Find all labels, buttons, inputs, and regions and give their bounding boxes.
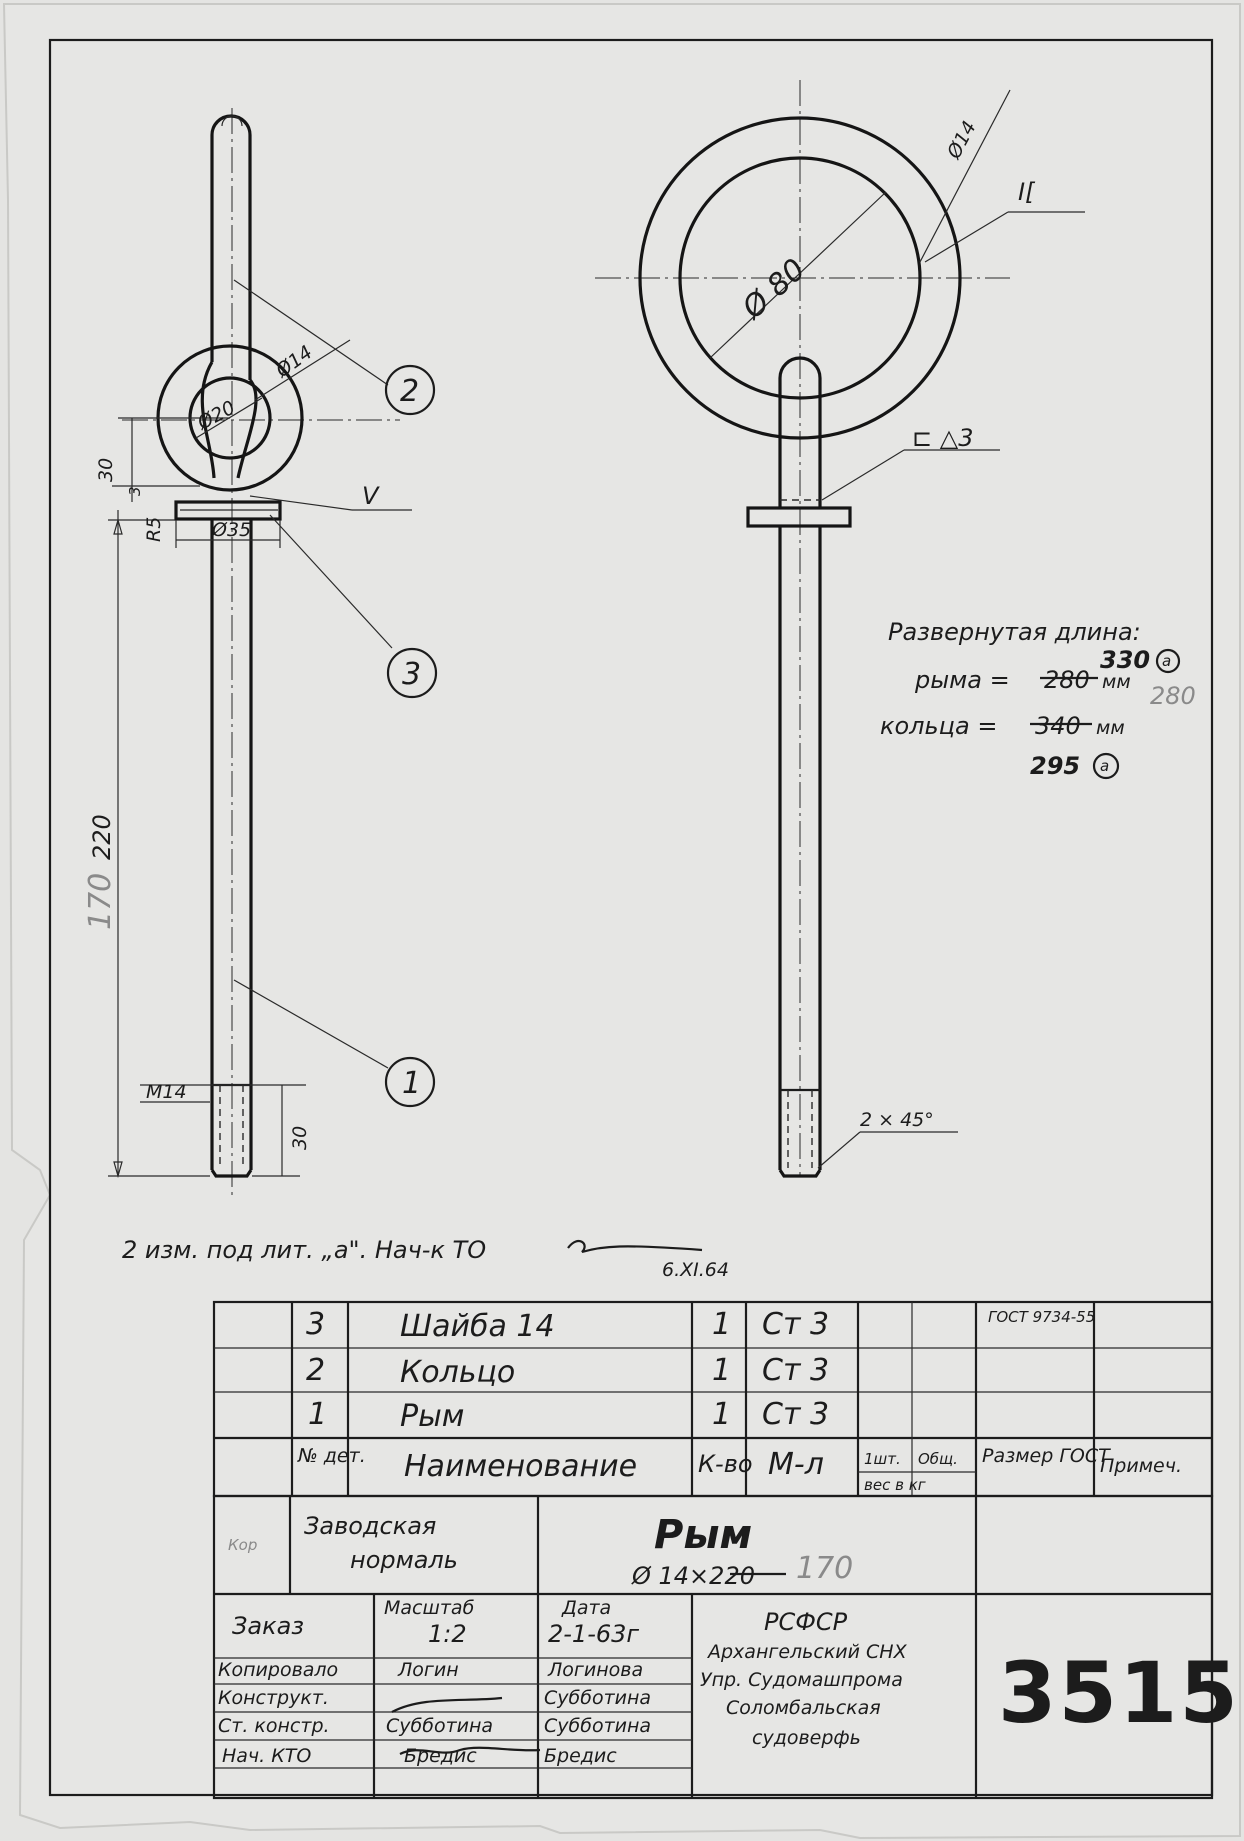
svg-text:2: 2 <box>400 374 420 409</box>
dim-30-top: 30 <box>95 457 117 482</box>
change-note-text: 2 изм. под лит. „а". Нач-к ТО <box>122 1236 487 1264</box>
dim-chamfer: 2 × 45° <box>860 1109 934 1131</box>
bom-header-qty: К-во <box>698 1450 753 1478</box>
bom-header-note: Примеч. <box>1100 1455 1182 1477</box>
drawing-number: 3515 <box>998 1644 1240 1742</box>
dim-m14: M14 <box>146 1081 187 1103</box>
dim-d80: Ø 80 <box>735 252 813 326</box>
bom-header-pos: № дет. <box>298 1445 366 1467</box>
factory-standard-line2: нормаль <box>350 1546 458 1574</box>
svg-text:3: 3 <box>402 657 422 692</box>
bom-header-name: Наименование <box>404 1449 638 1484</box>
bom-row-1-name: Рым <box>400 1399 465 1434</box>
bom-header-weight-unit: вес в кг <box>864 1476 926 1494</box>
order-label: Заказ <box>232 1612 305 1640</box>
bom-row-2-material: Ст 3 <box>762 1353 830 1388</box>
copied-sign: Логин <box>398 1659 459 1681</box>
bom-row-2-name: Кольцо <box>400 1355 516 1390</box>
designer-name: Субботина <box>544 1687 652 1709</box>
dim-r5: R5 <box>143 516 165 542</box>
svg-text:1: 1 <box>402 1066 422 1101</box>
weld-d3: ⊏ △3 <box>912 424 974 452</box>
length-unit-1: мм <box>1102 671 1131 693</box>
bom-row-3-name: Шайба 14 <box>400 1309 555 1344</box>
bom-header-weight-total: Общ. <box>918 1450 958 1468</box>
pencil-side-mark: Кор <box>228 1536 258 1554</box>
org-line2: Архангельский СНХ <box>708 1641 907 1663</box>
bom-header-weight-piece: 1шт. <box>864 1450 901 1468</box>
bom-row-3-pos: 3 <box>306 1307 326 1342</box>
weld-v: V <box>362 482 379 510</box>
ring-bolt-label: рыма = <box>915 666 1010 694</box>
ring-label: кольца = <box>880 712 998 740</box>
head-label: Нач. КТО <box>222 1745 312 1767</box>
part-title: Рым <box>654 1512 753 1558</box>
section-mark: I[ <box>1018 178 1035 206</box>
org-line1: РСФСР <box>764 1608 848 1636</box>
part-size-pencil: 170 <box>796 1551 854 1586</box>
bom-row-3-standard: ГОСТ 9734-55 <box>988 1308 1096 1326</box>
bom-header-standard: Размер ГОСТ <box>982 1445 1110 1467</box>
designer-label: Конструкт. <box>218 1687 329 1709</box>
change-mark-1: а <box>1162 652 1172 670</box>
head-name: Бредис <box>544 1745 617 1767</box>
dim-3: 3 <box>126 486 144 496</box>
ring-bolt-old-length: 280 <box>1044 666 1090 694</box>
bom-row-1-material: Ст 3 <box>762 1397 830 1432</box>
dim-d14-right: Ø14 <box>942 117 981 163</box>
date-label: Дата <box>562 1597 612 1619</box>
bom-row-3-qty: 1 <box>712 1307 732 1342</box>
part-size: Ø 14×220 <box>632 1562 755 1590</box>
bom-row-1-pos: 1 <box>308 1397 328 1432</box>
dim-d14-left: Ø14 <box>272 341 317 383</box>
length-unit-2: мм <box>1096 717 1125 739</box>
dim-d35: Ø35 <box>212 519 252 541</box>
scale-value: 1:2 <box>428 1620 467 1648</box>
copied-name: Логинова <box>548 1659 644 1681</box>
senior-label: Ст. констр. <box>218 1715 330 1737</box>
bom-row-2-qty: 1 <box>712 1353 732 1388</box>
bom-row-3-material: Ст 3 <box>762 1307 830 1342</box>
org-line3: Упр. Судомашпрома <box>700 1669 903 1691</box>
senior-sign: Субботина <box>386 1715 494 1737</box>
org-line5: судоверфь <box>752 1727 861 1749</box>
ring-bolt-new-length: 330 <box>1100 646 1151 674</box>
change-note-date: 6.XI.64 <box>662 1259 729 1281</box>
dim-d20: Ø20 <box>194 396 239 435</box>
head-sign: Бредис <box>404 1745 477 1767</box>
bom-row-1-qty: 1 <box>712 1397 732 1432</box>
change-mark-2: а <box>1100 757 1110 775</box>
dim-thread-30: 30 <box>289 1125 311 1150</box>
copied-label: Копировало <box>218 1659 339 1681</box>
senior-name: Субботина <box>544 1715 652 1737</box>
scale-label: Масштаб <box>384 1597 475 1619</box>
date-value: 2-1-63г <box>548 1620 640 1648</box>
dim-220: 220 <box>88 814 116 860</box>
dim-170-pencil: 170 <box>83 872 118 930</box>
bom-header-material: М-л <box>768 1447 824 1482</box>
factory-standard-line1: Заводская <box>304 1512 437 1540</box>
ring-new-length: 295 <box>1030 752 1081 780</box>
unfolded-heading: Развернутая длина: <box>888 618 1141 646</box>
bom-row-2-pos: 2 <box>306 1353 326 1388</box>
ring-bolt-pencil-length: 280 <box>1150 682 1196 710</box>
ring-old-length: 340 <box>1035 712 1081 740</box>
paper-background <box>4 4 1240 1838</box>
org-line4: Соломбальская <box>726 1697 881 1719</box>
